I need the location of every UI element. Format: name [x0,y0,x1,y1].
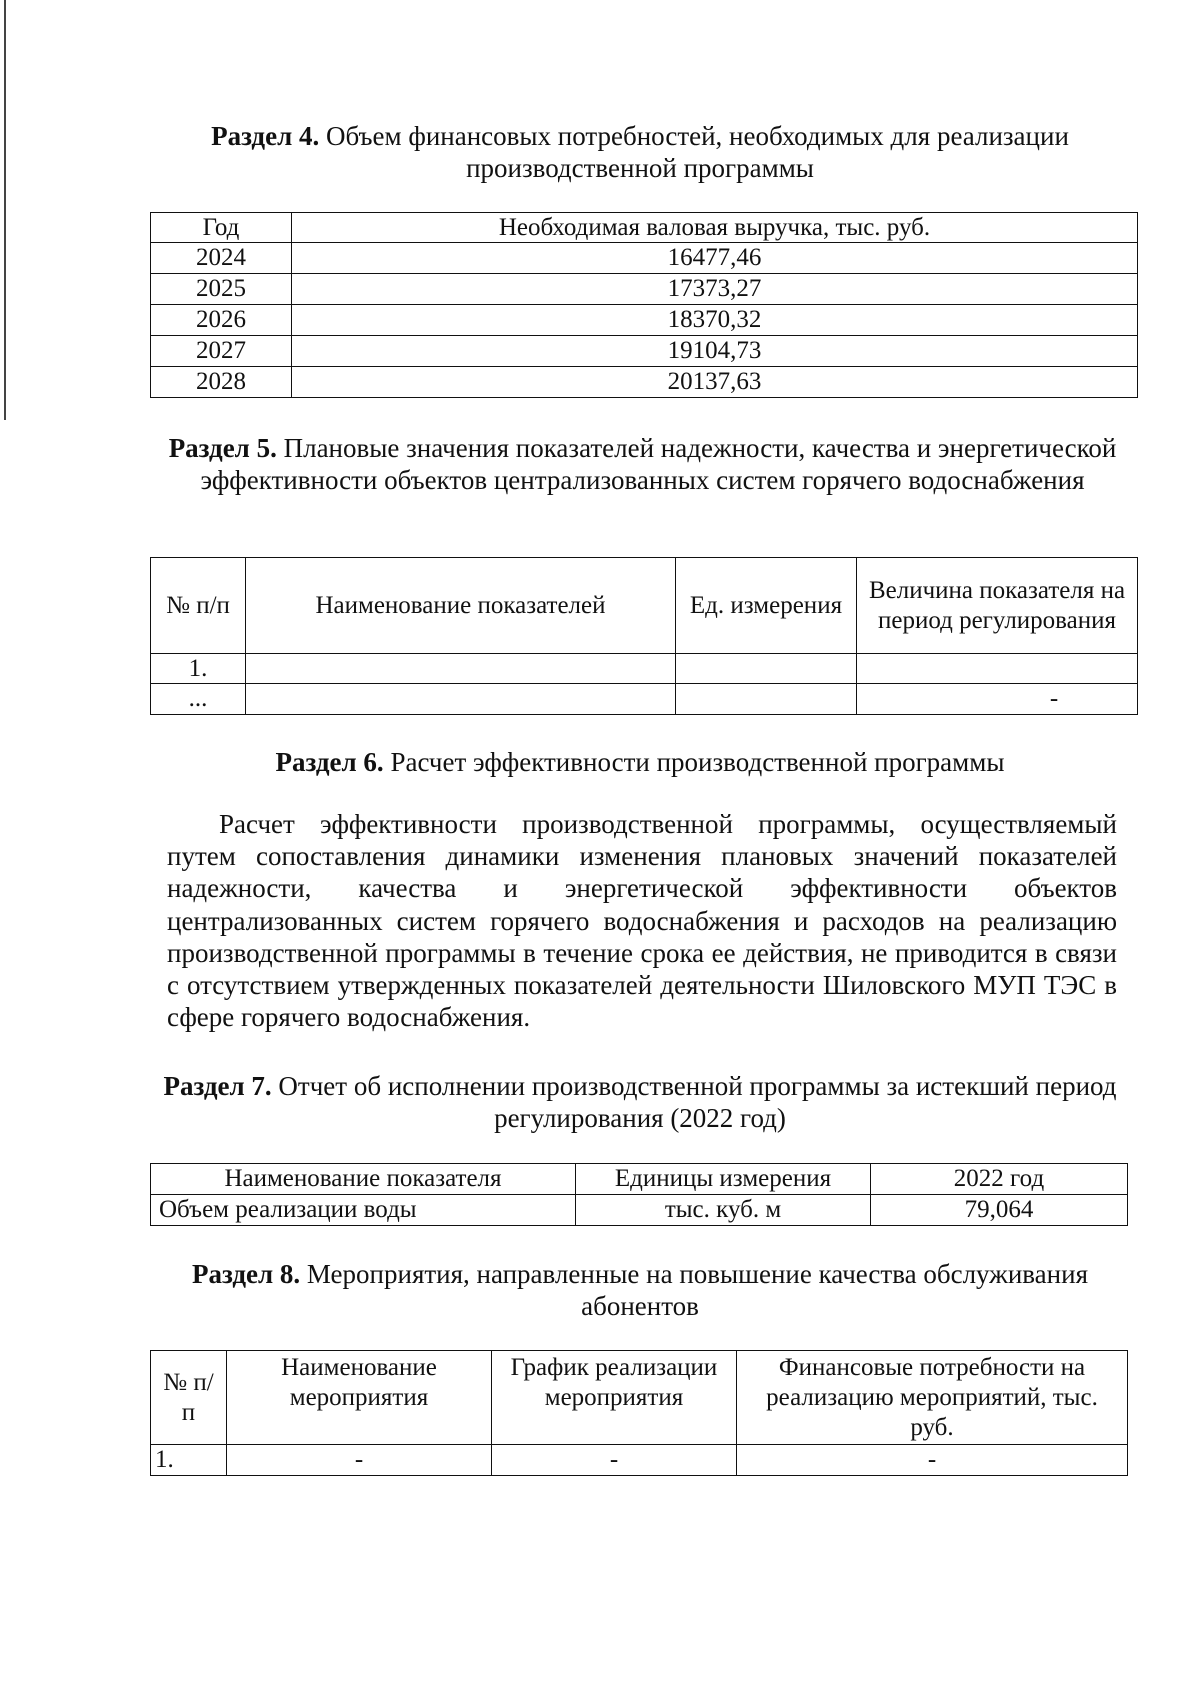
table-cell: 2027 [151,336,292,367]
section5-table [150,557,1138,715]
table-cell [246,654,676,684]
table-row [151,1445,1128,1476]
table-header-cell: Единицы измерения [576,1164,871,1195]
table-cell: - [857,684,1138,715]
table-cell [246,684,676,715]
table-row [151,1195,1128,1226]
table-header-cell: Наименование мероприятия [227,1351,492,1445]
section7-title: Отчет об исполнении производственной программы за истекший период регулирования (2022 год) [278,1071,1117,1133]
table-cell: Объем реализации воды [151,1195,576,1226]
table-cell: 2028 [151,367,292,398]
section5-prefix: Раздел 5. [168,433,277,463]
scan-edge-line [4,0,6,420]
section6-paragraph [167,808,1117,1033]
table-cell: - [492,1445,737,1476]
section8-heading [160,1258,1120,1322]
section4-table [150,212,1138,398]
table-cell: ... [151,684,246,715]
table-cell: 16477,46 [292,243,1138,274]
table-header-cell: Величина показателя на период регулирования [857,558,1138,654]
table-row [151,305,1138,336]
table-header-cell: Финансовые потребности на реализацию мероприятий, тыс. руб. [737,1351,1128,1445]
section4-title: Объем финансовых потребностей, необходимых для реализации производственной программы [325,121,1069,183]
table-cell [857,654,1138,684]
section7-heading [160,1070,1120,1134]
table-cell: 20137,63 [292,367,1138,398]
table-cell: - [737,1445,1128,1476]
table-header-cell: Наименование показателей [246,558,676,654]
table-cell [676,684,857,715]
section8-title: Мероприятия, направленные на повышение качества обслуживания абонентов [306,1259,1088,1321]
table-cell: 17373,27 [292,274,1138,305]
table-cell: тыс. куб. м [576,1195,871,1226]
table-cell: 79,064 [871,1195,1128,1226]
section5-heading [165,432,1120,496]
table-cell [676,654,857,684]
table-row [151,336,1138,367]
table-header-cell: 2022 год [871,1164,1128,1195]
table-cell: 2024 [151,243,292,274]
section6-heading [160,746,1120,778]
section6-title: Расчет эффективности производственной программы [390,747,1005,777]
table-row [151,684,1138,715]
table-header-cell: № п/п [151,1351,227,1445]
section7-prefix: Раздел 7. [163,1071,272,1101]
table-cell: 1. [151,1445,227,1476]
table-cell: 2026 [151,305,292,336]
section7-table [150,1163,1128,1226]
section4-heading [160,120,1120,184]
section6-text: Расчет эффективности производственной программы, осуществляемый путем сопоставления динамики изменения плановых значений показателей надежности, качества и энергетической эффективности объектов централизованных систем горячего водоснабжения и расходов на реализацию производственной программы в течение срока ее действия, не приводится в связи с отсутствием утвержденных показателей деятельности Шиловского МУП ТЭС в сфере горячего водоснабжения. [167,809,1117,1033]
section6-prefix: Раздел 6. [275,747,384,777]
section8-table [150,1350,1128,1476]
table-cell: 18370,32 [292,305,1138,336]
table-row [151,654,1138,684]
table-row [151,274,1138,305]
table-header-cell: № п/п [151,558,246,654]
table-cell: 19104,73 [292,336,1138,367]
table-header-cell: Год [151,213,292,243]
table-header-cell: Ед. измерения [676,558,857,654]
table-row [151,243,1138,274]
section8-prefix: Раздел 8. [192,1259,301,1289]
table-cell: - [227,1445,492,1476]
section4-prefix: Раздел 4. [211,121,320,151]
table-cell: 1. [151,654,246,684]
section5-title: Плановые значения показателей надежности, качества и энергетической эффективности объектов централизованных систем горячего водоснабжения [200,433,1117,495]
table-row [151,367,1138,398]
table-header-cell: Наименование показателя [151,1164,576,1195]
table-header-cell: График реализации мероприятия [492,1351,737,1445]
table-cell: 2025 [151,274,292,305]
table-header-cell: Необходимая валовая выручка, тыс. руб. [292,213,1138,243]
